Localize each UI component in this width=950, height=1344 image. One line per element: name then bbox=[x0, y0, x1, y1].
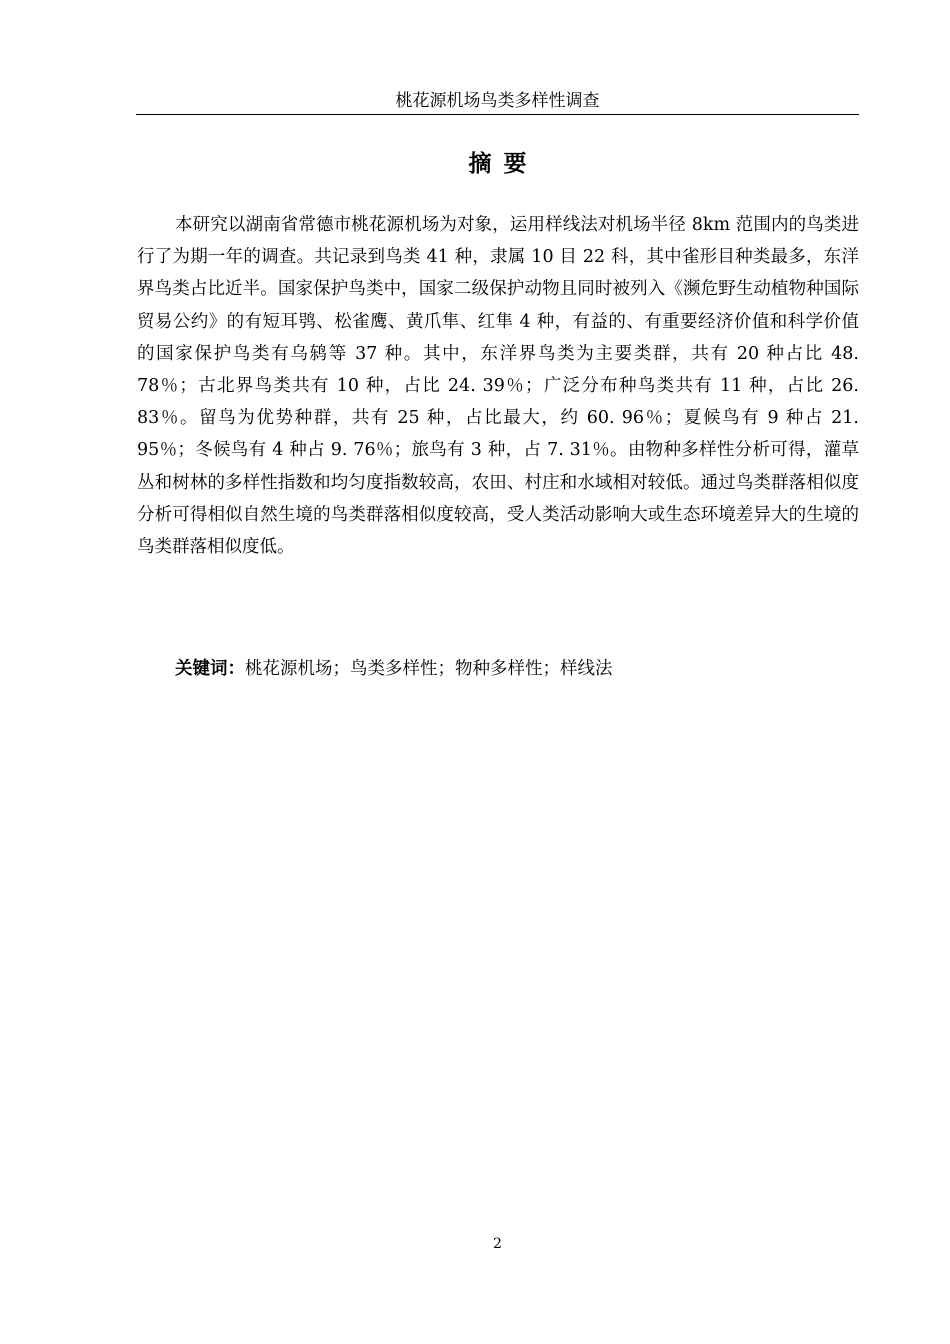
keywords-line bbox=[175, 655, 613, 683]
keywords-label: 关键词： bbox=[175, 659, 245, 679]
running-header-title: 桃花源机场鸟类多样性调查 bbox=[395, 91, 600, 111]
keywords-text: 桃花源机场；鸟类多样性；物种多样性；样线法 bbox=[245, 659, 613, 679]
page-number: 2 bbox=[493, 1236, 502, 1252]
abstract-heading: 摘要 bbox=[468, 151, 539, 177]
running-header bbox=[136, 90, 859, 115]
abstract-paragraph: 本研究以湖南省常德市桃花源机场为对象，运用样线法对机场半径 8km 范围内的鸟类进行了为期一年的调查。共记录到鸟类 41 种，隶属 10 目 22 科，其中雀形目种类最多，东洋界鸟类占比近半。国家保护鸟类中，国家二级保护动物且同时被列入《濒危野生动植物种国际贸易公约》的有短耳鸮、松雀鹰、黄爪隼、红隼 4 种，有益的、有重要经济价值和科学价值的国家保护鸟类有乌鸫等 37 种。其中，东洋界鸟类为主要类群，共有 20 种占比 48. 78％；古北界鸟类共有 10 种，占比 24. 39％；广泛分布种鸟类共有 11 种，占比 26. 83％。留鸟为优势种群，共有 25 种，占比最大，约 60. 96％；夏候鸟有 9 种占 21. 95％；冬候鸟有 4 种占 9. 76％；旅鸟有 3 种，占 7. 31％。由物种多样性分析可得，灌草丛和树林的多样性指数和均匀度指数较高，农田、村庄和水域相对较低。通过鸟类群落相似度分析可得相似自然生境的鸟类群落相似度较高，受人类活动影响大或生态环境差异大的生境的鸟类群落相似度低。 bbox=[137, 215, 859, 558]
